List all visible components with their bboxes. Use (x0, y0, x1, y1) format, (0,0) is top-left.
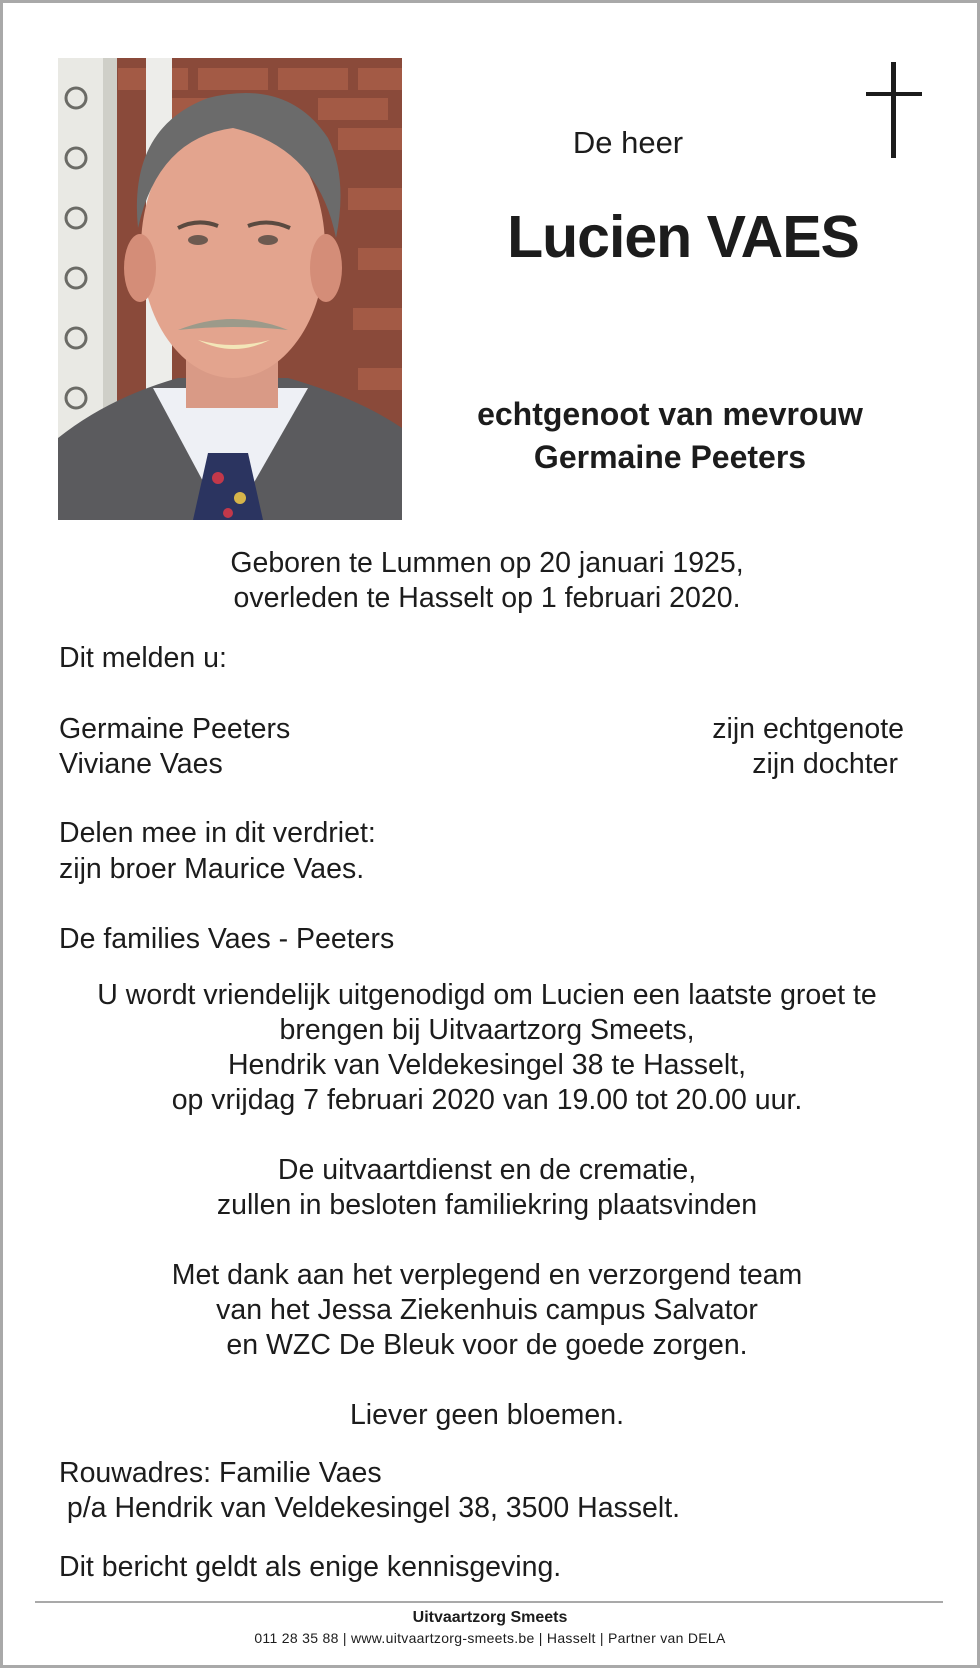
family-member-name: Germaine Peeters (59, 713, 291, 745)
family-member-name: Viviane Vaes (59, 748, 223, 780)
spouse-line-1: echtgenoot van mevrouw (477, 396, 863, 432)
family-member-relation: zijn echtgenote (712, 713, 904, 745)
thanks-line: van het Jessa Ziekenhuis campus Salvator (216, 1294, 758, 1326)
invite-line: brengen bij Uitvaartzorg Smeets, (279, 1014, 695, 1046)
thanks-line: Met dank aan het verplegend en verzorgend team (171, 1259, 803, 1291)
footer-details: 011 28 35 88 | www.uitvaartzorg-smeets.be | Hasselt | Partner van DELA (254, 1630, 726, 1646)
family-member-relation: zijn dochter (752, 748, 898, 780)
birth-line: Geboren te Lummen op 20 januari 1925, (230, 547, 744, 579)
cross-icon (866, 62, 922, 158)
service-line: De uitvaartdienst en de crematie, (277, 1154, 697, 1186)
families-line: De families Vaes - Peeters (59, 923, 395, 955)
spouse-line-2: Germaine Peeters (533, 439, 807, 475)
portrait-photo (58, 58, 402, 520)
mourning-address-line-1: Rouwadres: Familie Vaes (59, 1457, 382, 1489)
deceased-name: Lucien VAES (507, 204, 859, 270)
share-intro: Delen mee in dit verdriet: (59, 817, 376, 849)
share-line: zijn broer Maurice Vaes. (59, 853, 365, 885)
service-line: zullen in besloten familiekring plaatsvinden (216, 1189, 758, 1221)
death-line: overleden te Hasselt op 1 februari 2020. (233, 582, 741, 614)
footer-company: Uitvaartzorg Smeets (412, 1609, 568, 1626)
invite-line: Hendrik van Veldekesingel 38 te Hasselt, (227, 1049, 747, 1081)
invite-line: op vrijdag 7 februari 2020 van 19.00 tot 20.00 uur. (171, 1084, 803, 1116)
thanks-line: en WZC De Bleuk voor de goede zorgen. (226, 1329, 748, 1361)
honorific: De heer (572, 125, 684, 160)
announce-intro: Dit melden u: (59, 642, 227, 674)
mourning-address-line-2: p/a Hendrik van Veldekesingel 38, 3500 Hasselt. (59, 1492, 681, 1524)
invite-line: U wordt vriendelijk uitgenodigd om Lucien een laatste groet te (97, 979, 877, 1011)
footer-divider (35, 1601, 943, 1603)
notice-line: Dit bericht geldt als enige kennisgeving. (59, 1551, 562, 1583)
flowers-line: Liever geen bloemen. (349, 1399, 625, 1431)
